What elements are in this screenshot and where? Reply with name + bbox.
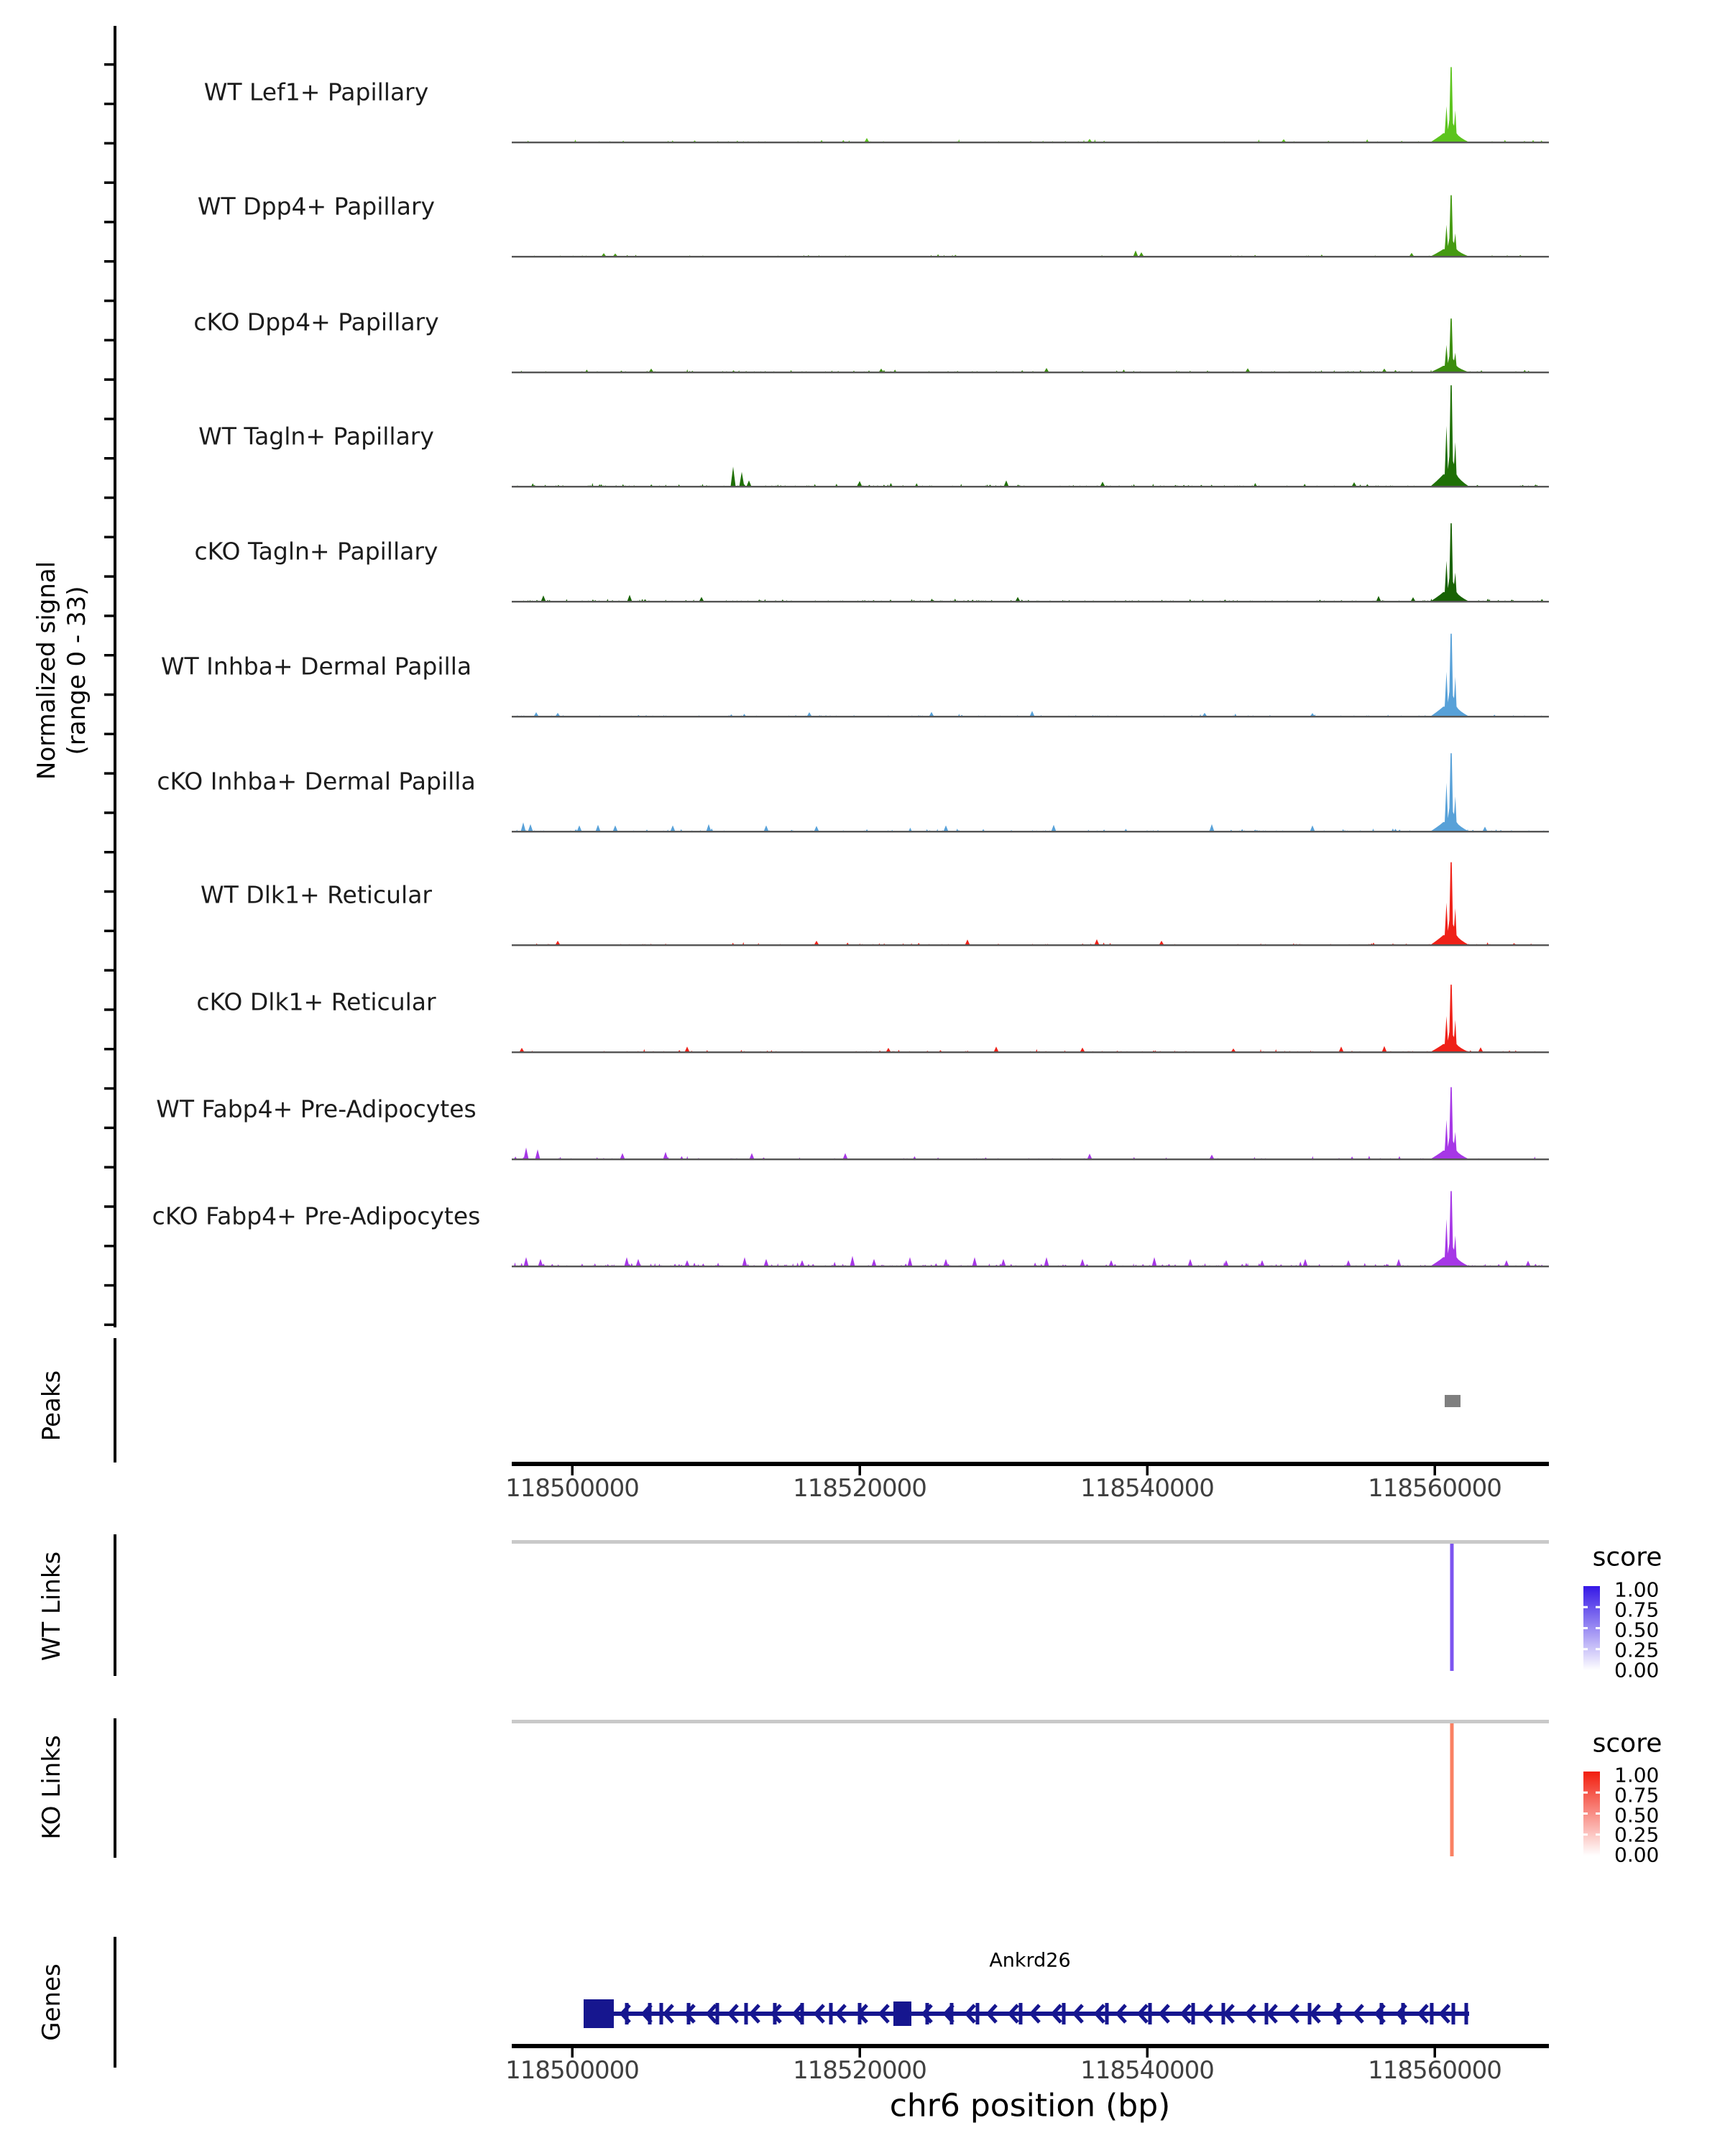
signal-y-axis-tick: [104, 1284, 114, 1287]
gene-exon: [687, 2003, 691, 2024]
track-label: WT Dlk1+ Reticular: [201, 880, 432, 909]
track-baseline: [512, 1051, 1549, 1053]
gene-exon: [773, 2003, 777, 2024]
signal-spike: [663, 1152, 668, 1159]
signal-spike: [764, 1259, 769, 1266]
signal-spike: [1109, 1261, 1114, 1267]
track-baseline: [512, 716, 1549, 717]
signal-spike: [750, 1153, 755, 1160]
score-legend-notch: [1596, 1812, 1600, 1815]
signal-y-axis-tick: [104, 969, 114, 972]
signal-y-axis-tick: [104, 339, 114, 342]
signal-spike: [1382, 1046, 1387, 1053]
score-legend-notch: [1583, 1833, 1588, 1835]
track-label: cKO Inhba+ Dermal Papilla: [157, 767, 476, 796]
gene-exon: [1430, 2003, 1434, 2024]
gene-exon: [625, 2003, 629, 2024]
signal-peak: [1430, 862, 1469, 945]
y-axis-label-line2: (range 0 - 33): [63, 586, 91, 755]
gene-name-label: Ankrd26: [989, 1949, 1071, 1972]
signal-spike: [972, 1257, 978, 1266]
track-baseline: [512, 1158, 1549, 1160]
ko-links-section-label: KO Links: [37, 1735, 66, 1840]
wt-links-rule: [512, 1540, 1549, 1544]
signal-y-axis-tick: [104, 614, 114, 617]
x-axis-title: chr6 position (bp): [889, 2087, 1171, 2124]
signal-spike: [1478, 1047, 1484, 1052]
gene-exon: [716, 2003, 719, 2024]
signal-spike: [613, 826, 618, 832]
signal-y-axis-tick: [104, 851, 114, 854]
signal-y-axis-tick: [104, 300, 114, 303]
signal-spike: [1397, 1259, 1402, 1266]
signal-spike: [636, 1259, 641, 1266]
signal-y-axis-tick: [104, 457, 114, 460]
signal-spike: [747, 481, 752, 487]
signal-spike: [1504, 1261, 1509, 1267]
signal-y-axis-tick: [104, 536, 114, 539]
signal-y-axis-tick: [104, 103, 114, 106]
gene-exon: [829, 2003, 833, 2024]
axis-tick-label: 118520000: [793, 1474, 926, 1503]
gene-exon: [1337, 2003, 1340, 2024]
signal-peak: [1430, 1191, 1469, 1266]
signal-peak: [1430, 318, 1469, 372]
gene-exon: [1149, 2003, 1152, 2024]
track-label: cKO Dlk1+ Reticular: [196, 987, 436, 1016]
gene-exon: [660, 2003, 663, 2024]
signal-y-axis-tick: [104, 497, 114, 499]
signal-spike: [843, 1153, 848, 1160]
track-label: WT Lef1+ Papillary: [203, 78, 429, 106]
signal-y-axis-tick: [104, 1166, 114, 1169]
signal-spike: [1339, 1046, 1344, 1052]
axis-tick-label: 118560000: [1368, 2056, 1501, 2085]
score-legend-tick-label: 0.25: [1614, 1638, 1660, 1662]
signal-y-axis-tick: [104, 890, 114, 893]
signal-peak: [1430, 985, 1469, 1052]
score-legend-tick-label: 0.75: [1614, 1598, 1660, 1622]
gene-exon: [1062, 2003, 1066, 2024]
signal-spike: [944, 826, 949, 832]
gene-exon: [1452, 2003, 1455, 2024]
signal-spike: [596, 825, 601, 831]
gene-exon: [1019, 2003, 1023, 2024]
signal-y-axis-tick: [104, 1087, 114, 1090]
signal-spike: [1260, 1261, 1265, 1267]
signal-spike: [538, 1259, 543, 1266]
gene-exon: [745, 2003, 748, 2024]
signal-peak: [1430, 634, 1469, 717]
axis-tick-label: 118520000: [793, 2056, 926, 2085]
track-label: WT Tagln+ Papillary: [198, 422, 434, 451]
signal-spike: [1152, 1257, 1157, 1266]
signal-y-axis-tick: [104, 654, 114, 657]
gene-exon: [976, 2003, 980, 2024]
score-legend-title: score: [1592, 1542, 1662, 1572]
signal-spike: [707, 824, 712, 831]
signal-peak: [1430, 67, 1469, 142]
gene-exon: [648, 2003, 652, 2024]
signal-spike: [1087, 1153, 1092, 1159]
score-legend-notch: [1583, 1606, 1588, 1608]
signal-spike: [685, 1046, 690, 1052]
gene-exon: [926, 2003, 929, 2024]
signal-spike: [1001, 1259, 1006, 1266]
signal-spike: [742, 1257, 748, 1266]
signal-y-axis-tick: [104, 1245, 114, 1248]
signal-spike: [625, 1257, 630, 1266]
signal-y-axis-tick: [104, 418, 114, 420]
signal-y-axis-tick: [104, 733, 114, 736]
signal-peak: [1430, 195, 1469, 257]
score-legend-tick-label: 1.00: [1614, 1763, 1660, 1787]
signal-spike: [994, 1046, 999, 1052]
track-baseline: [512, 486, 1549, 487]
signal-spike: [908, 1257, 913, 1266]
track-baseline: [512, 1266, 1549, 1267]
score-legend-notch: [1583, 1627, 1588, 1629]
gene-exon: [1222, 2003, 1225, 2024]
genome-axis: [512, 2044, 1549, 2048]
signal-y-axis-tick: [104, 694, 114, 696]
genes-section-label: Genes: [37, 1963, 66, 2041]
signal-y-axis-tick: [104, 181, 114, 184]
signal-peak: [1430, 523, 1469, 602]
signal-spike: [671, 826, 676, 832]
signal-y-axis-tick: [104, 1324, 114, 1327]
axis-tick-label: 118500000: [505, 2056, 639, 2085]
signal-spike: [1052, 825, 1057, 831]
peaks-section-label: Peaks: [37, 1370, 66, 1442]
track-label: WT Fabp4+ Pre-Adipocytes: [156, 1095, 477, 1123]
track-baseline: [512, 831, 1549, 832]
score-legend-tick-label: 0.00: [1614, 1658, 1660, 1682]
signal-spike: [521, 822, 526, 831]
signal-spike: [764, 826, 769, 832]
track-label: WT Inhba+ Dermal Papilla: [160, 652, 472, 681]
gene-exon: [1402, 2003, 1405, 2024]
gene-exon: [1192, 2003, 1195, 2024]
signal-y-axis-tick: [104, 1008, 114, 1011]
score-legend-notch: [1596, 1833, 1600, 1835]
signal-spike: [524, 1257, 529, 1266]
signal-spike: [1095, 939, 1100, 945]
signal-spike: [535, 1149, 540, 1159]
signal-spike: [1030, 711, 1035, 717]
signal-y-axis-tick: [104, 221, 114, 224]
signal-y-axis-tick: [104, 63, 114, 66]
signal-spike: [627, 595, 632, 602]
signal-spike: [1188, 1259, 1193, 1266]
score-legend-tick-label: 0.50: [1614, 1803, 1660, 1828]
axis-tick-label: 118500000: [505, 1474, 639, 1503]
score-legend-notch: [1596, 1627, 1600, 1629]
signal-y-axis-tick: [104, 772, 114, 775]
signal-spike: [1100, 482, 1105, 487]
axis-tick-label: 118560000: [1368, 1474, 1501, 1503]
score-legend-tick-label: 0.00: [1614, 1843, 1660, 1867]
signal-spike: [524, 1148, 529, 1159]
signal-spike: [620, 1153, 625, 1160]
signal-spike: [528, 824, 533, 831]
signal-spike: [1483, 826, 1488, 831]
signal-spike: [541, 596, 546, 602]
track-label: cKO Dpp4+ Papillary: [193, 308, 439, 336]
signal-spike: [814, 826, 819, 831]
track-label: cKO Fabp4+ Pre-Adipocytes: [152, 1202, 481, 1230]
score-legend-title: score: [1592, 1728, 1662, 1759]
signal-spike: [800, 1261, 805, 1267]
track-baseline: [512, 372, 1549, 373]
wt-links-section-label: WT Links: [37, 1551, 66, 1662]
signal-y-axis-tick: [104, 1048, 114, 1051]
score-legend-tick-label: 0.25: [1614, 1823, 1660, 1847]
axis-tick-label: 118540000: [1080, 1474, 1214, 1503]
signal-spike: [1346, 1261, 1351, 1267]
signal-spike: [1210, 824, 1215, 831]
signal-y-axis-tick: [104, 575, 114, 578]
gene-exon: [1380, 2003, 1384, 2024]
signal-y-axis-tick: [104, 1205, 114, 1208]
y-axis-label: [32, 561, 92, 780]
gene-exon: [1105, 2003, 1109, 2024]
wt-links-axis-bar: [114, 1534, 116, 1676]
ko-links-axis-bar: [114, 1718, 116, 1858]
gene-exon-large: [584, 1999, 614, 2028]
gene-exon: [1265, 2003, 1269, 2024]
signal-spike: [731, 466, 736, 487]
score-legend-notch: [1583, 1792, 1588, 1794]
signal-y-axis-tick: [104, 142, 114, 145]
signal-spike: [1376, 596, 1381, 602]
signal-spike: [944, 1259, 949, 1266]
signal-peak: [1430, 1087, 1469, 1159]
genes-axis-bar: [114, 1937, 116, 2068]
track-baseline: [512, 944, 1549, 946]
signal-spike: [857, 481, 862, 487]
signal-y-axis-tick: [104, 378, 114, 381]
score-legend-notch: [1596, 1648, 1600, 1650]
signal-spike: [1080, 1259, 1085, 1266]
track-baseline: [512, 142, 1549, 143]
signal-spike: [1004, 481, 1009, 487]
signal-spike: [740, 472, 745, 487]
gene-exon: [858, 2003, 862, 2024]
signal-y-axis-tick: [104, 260, 114, 263]
ko-link-line: [1450, 1723, 1454, 1856]
signal-spike: [965, 939, 970, 945]
track-baseline: [512, 256, 1549, 257]
wt-link-line: [1450, 1544, 1454, 1671]
gene-exon: [1308, 2003, 1312, 2024]
signal-y-axis-tick: [104, 1127, 114, 1130]
track-label: WT Dpp4+ Papillary: [197, 192, 436, 221]
signal-spike: [1044, 1257, 1049, 1266]
signal-y-axis-tick: [104, 811, 114, 814]
signal-spike: [1310, 826, 1315, 832]
gene-exon: [950, 2003, 954, 2024]
genome-axis: [512, 1462, 1549, 1466]
score-legend-tick-label: 0.75: [1614, 1783, 1660, 1807]
signal-spike: [872, 1259, 877, 1266]
gene-exon-large: [893, 2001, 911, 2026]
signal-peak: [1430, 753, 1469, 831]
signal-y-axis-tick: [104, 930, 114, 933]
track-baseline: [512, 601, 1549, 602]
gene-exon: [1465, 2003, 1468, 2024]
axis-tick-label: 118540000: [1080, 2056, 1214, 2085]
signal-spike: [1303, 1259, 1308, 1266]
peaks-axis-bar: [114, 1338, 116, 1462]
signal-spike: [850, 1256, 855, 1267]
signal-spike: [1133, 251, 1138, 257]
signal-y-axis: [114, 26, 116, 1327]
track-label: cKO Tagln+ Papillary: [194, 537, 438, 566]
ko-links-rule: [512, 1720, 1549, 1723]
signal-spike: [1526, 1261, 1531, 1266]
score-legend-notch: [1596, 1792, 1600, 1794]
score-legend-tick-label: 0.50: [1614, 1618, 1660, 1642]
signal-spike: [685, 1261, 690, 1267]
score-legend-notch: [1596, 1606, 1600, 1608]
score-legend-tick-label: 1.00: [1614, 1577, 1660, 1602]
peak-box: [1445, 1395, 1460, 1407]
gene-exon: [801, 2003, 804, 2024]
score-legend-notch: [1583, 1812, 1588, 1815]
signal-spike: [577, 826, 582, 832]
score-legend-notch: [1583, 1648, 1588, 1650]
y-axis-label-line1: Normalized signal: [32, 561, 61, 780]
signal-peak: [1430, 385, 1469, 487]
